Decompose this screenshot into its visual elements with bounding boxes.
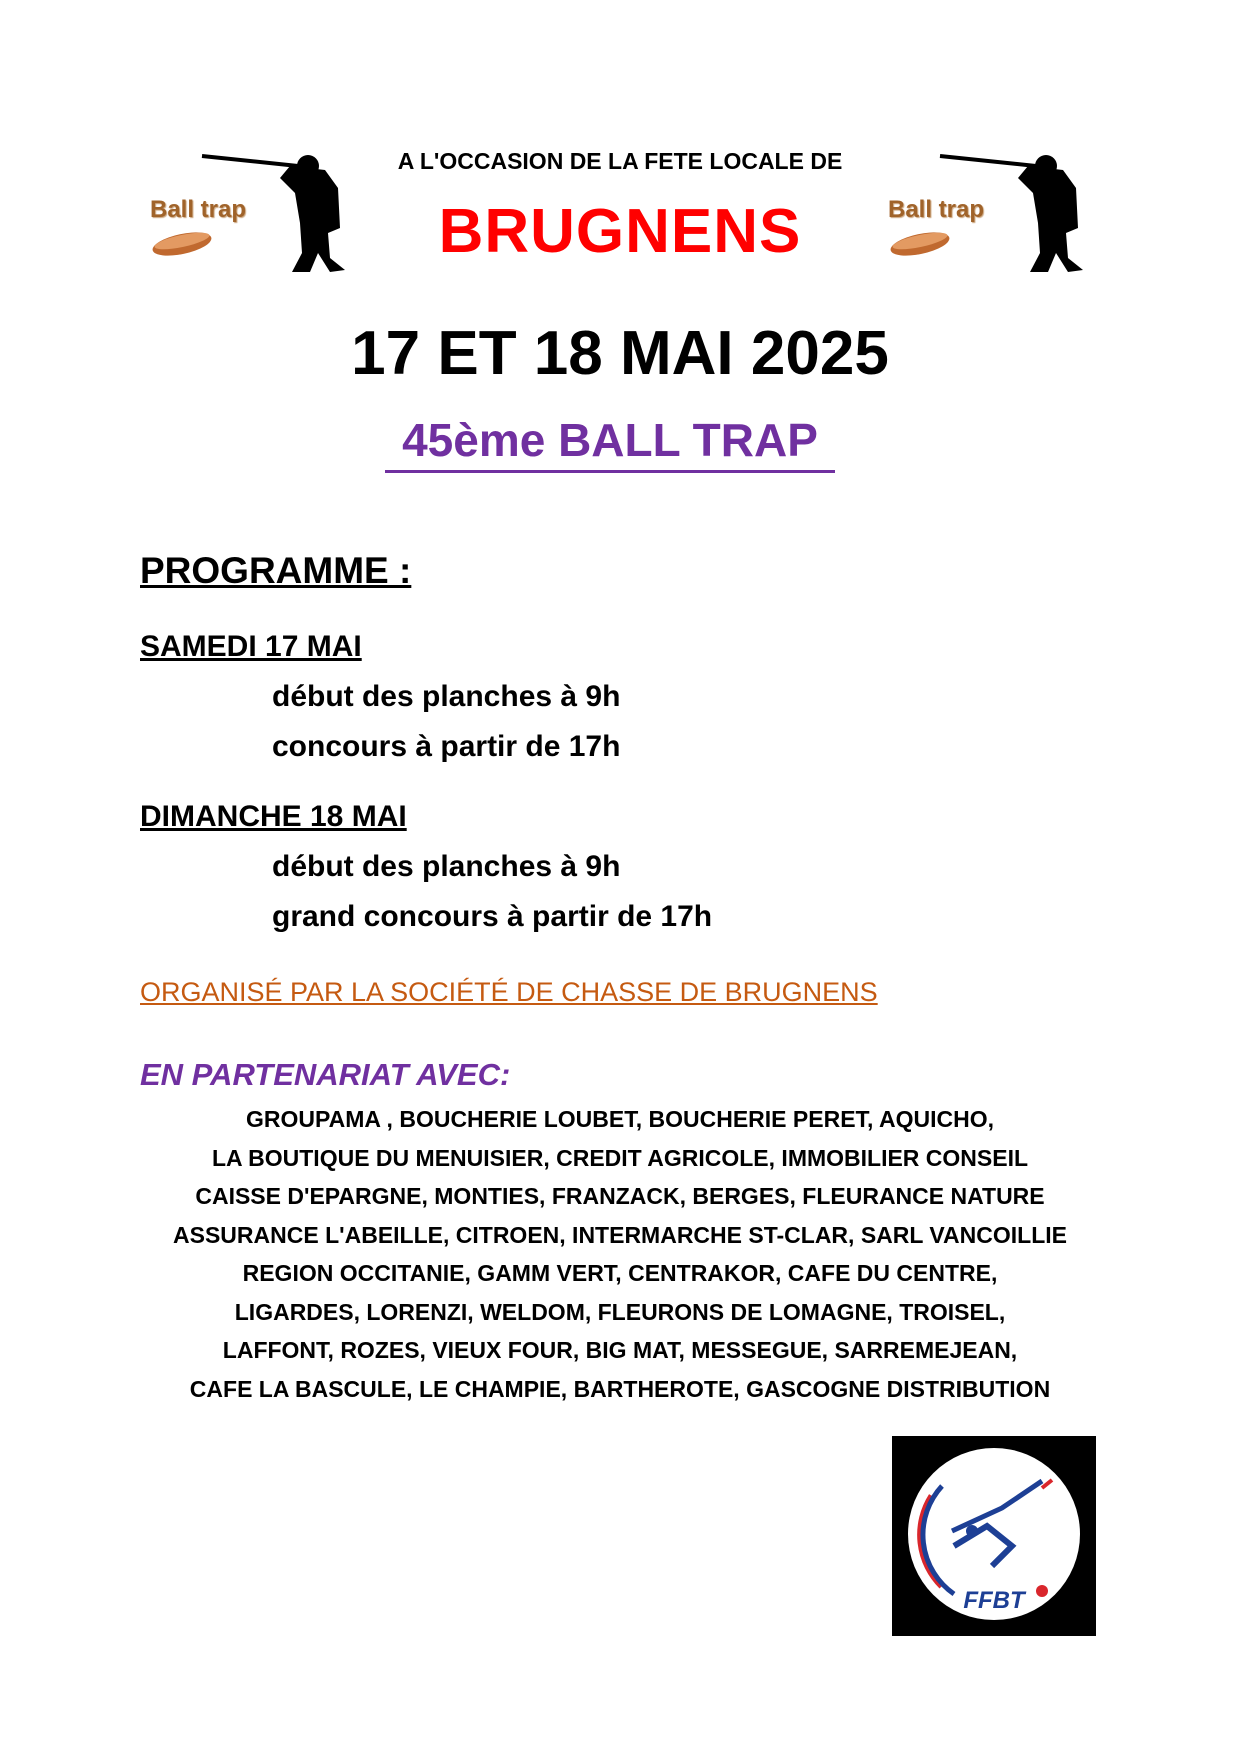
day-saturday-line: début des planches à 9h — [272, 680, 621, 713]
programme-title: PROGRAMME : — [140, 550, 412, 591]
day-saturday-label: SAMEDI 17 MAI — [140, 630, 362, 663]
ffbt-logo — [892, 1436, 1096, 1636]
occasion-text: A L'OCCASION DE LA FETE LOCALE DE — [397, 148, 843, 174]
partners-line: CAISSE D'EPARGNE, MONTIES, FRANZACK, BERGES, FLEURANCE NATURE — [195, 1183, 1045, 1209]
ffbt-emblem-icon — [892, 1436, 1096, 1636]
ball-trap-label: Ball trap — [150, 196, 247, 223]
day-sunday-line: début des planches à 9h — [272, 850, 621, 883]
partners-line: REGION OCCITANIE, GAMM VERT, CENTRAKOR, CAFE DU CENTRE, — [242, 1260, 998, 1286]
event-edition: 45ème BALL TRAP — [385, 412, 835, 473]
partners-line: LA BOUTIQUE DU MENUISIER, CREDIT AGRICOLE, IMMOBILIER CONSEIL — [211, 1144, 1029, 1171]
ffbt-text: FFBT — [963, 1587, 1025, 1614]
town-title: BRUGNENS — [438, 197, 802, 266]
ball-trap-label: Ball trap — [888, 196, 985, 223]
partners-line: ASSURANCE L'ABEILLE, CITROEN, INTERMARCHE ST-CLAR, SARL VANCOILLIE — [173, 1221, 1067, 1248]
partners-title: EN PARTENARIAT AVEC: — [140, 1057, 511, 1092]
day-sunday-label: DIMANCHE 18 MAI — [140, 800, 407, 833]
organiser-text: ORGANISÉ PAR LA SOCIÉTÉ DE CHASSE DE BRUGNENS — [140, 977, 878, 1007]
partners-line: GROUPAMA , BOUCHERIE LOUBET, BOUCHERIE PERET, AQUICHO, — [246, 1106, 994, 1132]
day-saturday-line: concours à partir de 17h — [272, 730, 621, 763]
partners-line: LAFFONT, ROZES, VIEUX FOUR, BIG MAT, MESSEGUE, SARREMEJEAN, — [222, 1337, 1018, 1363]
partners-list — [0, 1100, 1240, 1408]
partners-line: CAFE LA BASCULE, LE CHAMPIE, BARTHEROTE, GASCOGNE DISTRIBUTION — [189, 1375, 1051, 1402]
day-sunday-line: grand concours à partir de 17h — [272, 900, 713, 933]
partners-line: LIGARDES, LORENZI, WELDOM, FLEURONS DE LOMAGNE, TROISEL, — [234, 1298, 1006, 1325]
event-dates: 17 ET 18 MAI 2025 — [351, 319, 889, 388]
